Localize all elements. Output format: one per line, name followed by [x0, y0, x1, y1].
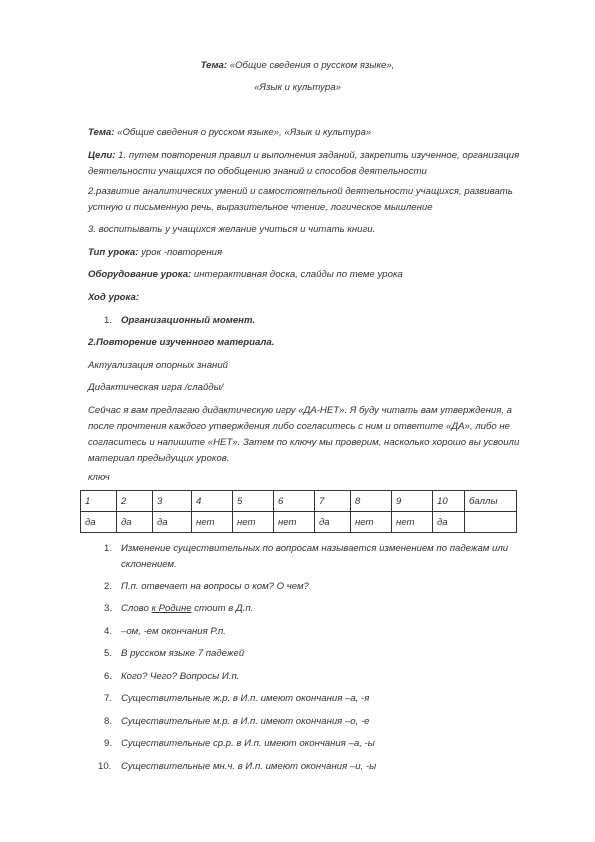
statement-text: Существительные ж.р. в И.п. имеют окончания –а, -я: [121, 693, 370, 704]
statement-text-post: стоит в Д.п.: [191, 603, 254, 614]
key-header-cell: 7: [315, 491, 351, 512]
statement-number: 8.: [104, 716, 113, 727]
statement-number: 1.: [104, 543, 113, 554]
topic-text: «Общие сведения о русском языке», «Язык и культура»: [114, 127, 372, 138]
key-answer-cell: да: [315, 512, 351, 533]
key-answer-cell: да: [433, 512, 465, 533]
goals-text-1: 1. путем повторения правил и выполнения заданий, закрепить изученное, организация: [115, 150, 520, 161]
key-answer-cell: нет: [192, 512, 233, 533]
instructions-line-4: материал предыдущих уроков.: [88, 453, 230, 464]
statement-text: Существительные ср.р. в И.п. имеют окончания –а, -ы: [121, 738, 375, 749]
step-2: 2.Повторение изученного материала.: [88, 337, 275, 348]
instructions-line-1: Сейчас я вам предлагаю дидактическую игру «ДА-НЕТ». Я буду читать вам утверждения, а: [88, 405, 513, 416]
statement-number: 7.: [104, 693, 113, 704]
key-answer-cell: [465, 512, 517, 533]
statement-number: 6.: [104, 671, 113, 682]
header-topic-label: Тема:: [200, 60, 228, 71]
equipment: [88, 267, 548, 283]
equipment-label: Оборудование урока:: [88, 269, 192, 280]
goal-2-line-1: 2.развитие аналитических умений и самостоятельной деятельности учащихся, развивать: [88, 186, 513, 197]
goals-label: Цели:: [88, 150, 116, 161]
statement-number: 3.: [104, 603, 113, 614]
lesson-type-text: урок -повторения: [138, 247, 223, 258]
statement-number: 5.: [104, 648, 113, 659]
key-header-cell: 9: [392, 491, 433, 512]
key-header-cell: баллы: [465, 491, 517, 512]
key-answer-cell: нет: [274, 512, 315, 533]
step-1-number: 1.: [104, 315, 113, 326]
lesson-type-label: Тип урока:: [88, 247, 139, 258]
key-answer-cell: нет: [351, 512, 392, 533]
actualization-line: Актуализация опорных знаний: [88, 360, 228, 371]
statement-text: Существительные мн.ч. в И.п. имеют окончания –и, -ы: [121, 761, 377, 772]
statement-number: 2.: [104, 581, 113, 592]
header-line-1: [0, 60, 595, 71]
instructions-line-2: после прочтения каждого утверждения либо согласитесь с ним и ответите «ДА», либо не: [88, 421, 510, 432]
statement-number: 9.: [104, 738, 113, 749]
key-answer-cell: да: [153, 512, 192, 533]
key-table: [80, 490, 517, 533]
key-header-cell: 6: [274, 491, 315, 512]
equipment-text: интерактивная доска, слайды по теме урока: [191, 269, 403, 280]
statement-text-pre: Слово: [121, 603, 152, 614]
statement-text: [121, 601, 541, 617]
goal-3: 3. воспитывать у учащихся желание учиться и читать книги.: [88, 224, 376, 235]
key-header-cell: 4: [192, 491, 233, 512]
key-header-cell: 8: [351, 491, 392, 512]
statement-text: –ом, -ем окончания Р.п.: [121, 626, 226, 637]
key-header-cell: 10: [433, 491, 465, 512]
statement-text: В русском языке 7 падежей: [121, 648, 245, 659]
key-header-cell: 5: [233, 491, 274, 512]
key-header-cell: 1: [81, 491, 117, 512]
statement-text: Кого? Чего? Вопросы И.п.: [121, 671, 240, 682]
key-table-answer-row: [81, 512, 517, 533]
key-answer-cell: да: [117, 512, 153, 533]
goals-line-1: [88, 148, 548, 164]
key-answer-cell: да: [81, 512, 117, 533]
underlined-word: к Родине: [151, 603, 192, 614]
key-answer-cell: нет: [392, 512, 433, 533]
statement-text: Существительные м.р. в И.п. имеют окончания –о, -е: [121, 716, 370, 727]
statement-number: 4.: [104, 626, 113, 637]
key-answer-cell: нет: [233, 512, 274, 533]
statement-number: 10.: [98, 761, 112, 772]
topic-paragraph: [88, 125, 548, 141]
header-line-2: «Язык и культура»: [254, 82, 341, 93]
key-header-cell: 3: [153, 491, 192, 512]
key-table-header-row: [81, 491, 517, 512]
header-topic-text: «Общие сведения о русском языке»,: [227, 60, 395, 71]
lesson-type: [88, 245, 548, 261]
topic-label: Тема:: [88, 127, 115, 138]
statement-text-line-2: склонением.: [121, 559, 177, 570]
lesson-progress-label: Ход урока:: [88, 292, 140, 303]
goals-line-2: деятельности учащихся по обобщению знаний и способов деятельности: [88, 166, 427, 177]
key-label: ключ: [88, 472, 110, 483]
game-line: Дидактическая игра /слайды/: [88, 382, 224, 393]
step-1-text: Организационный момент.: [121, 315, 256, 326]
statement-text: П.п. отвечает на вопросы о ком? О чем?: [121, 581, 309, 592]
key-header-cell: 2: [117, 491, 153, 512]
goal-2-line-2: устную и письменную речь, выразительное чтение, логическое мышление: [88, 202, 433, 213]
statement-text-line-1: Изменение существительных по вопросам называется изменением по падежам или: [121, 543, 509, 554]
instructions-line-3: согласитесь и напишите «НЕТ». Затем по ключу мы проверим, насколько хорошо вы усвоили: [88, 437, 520, 448]
